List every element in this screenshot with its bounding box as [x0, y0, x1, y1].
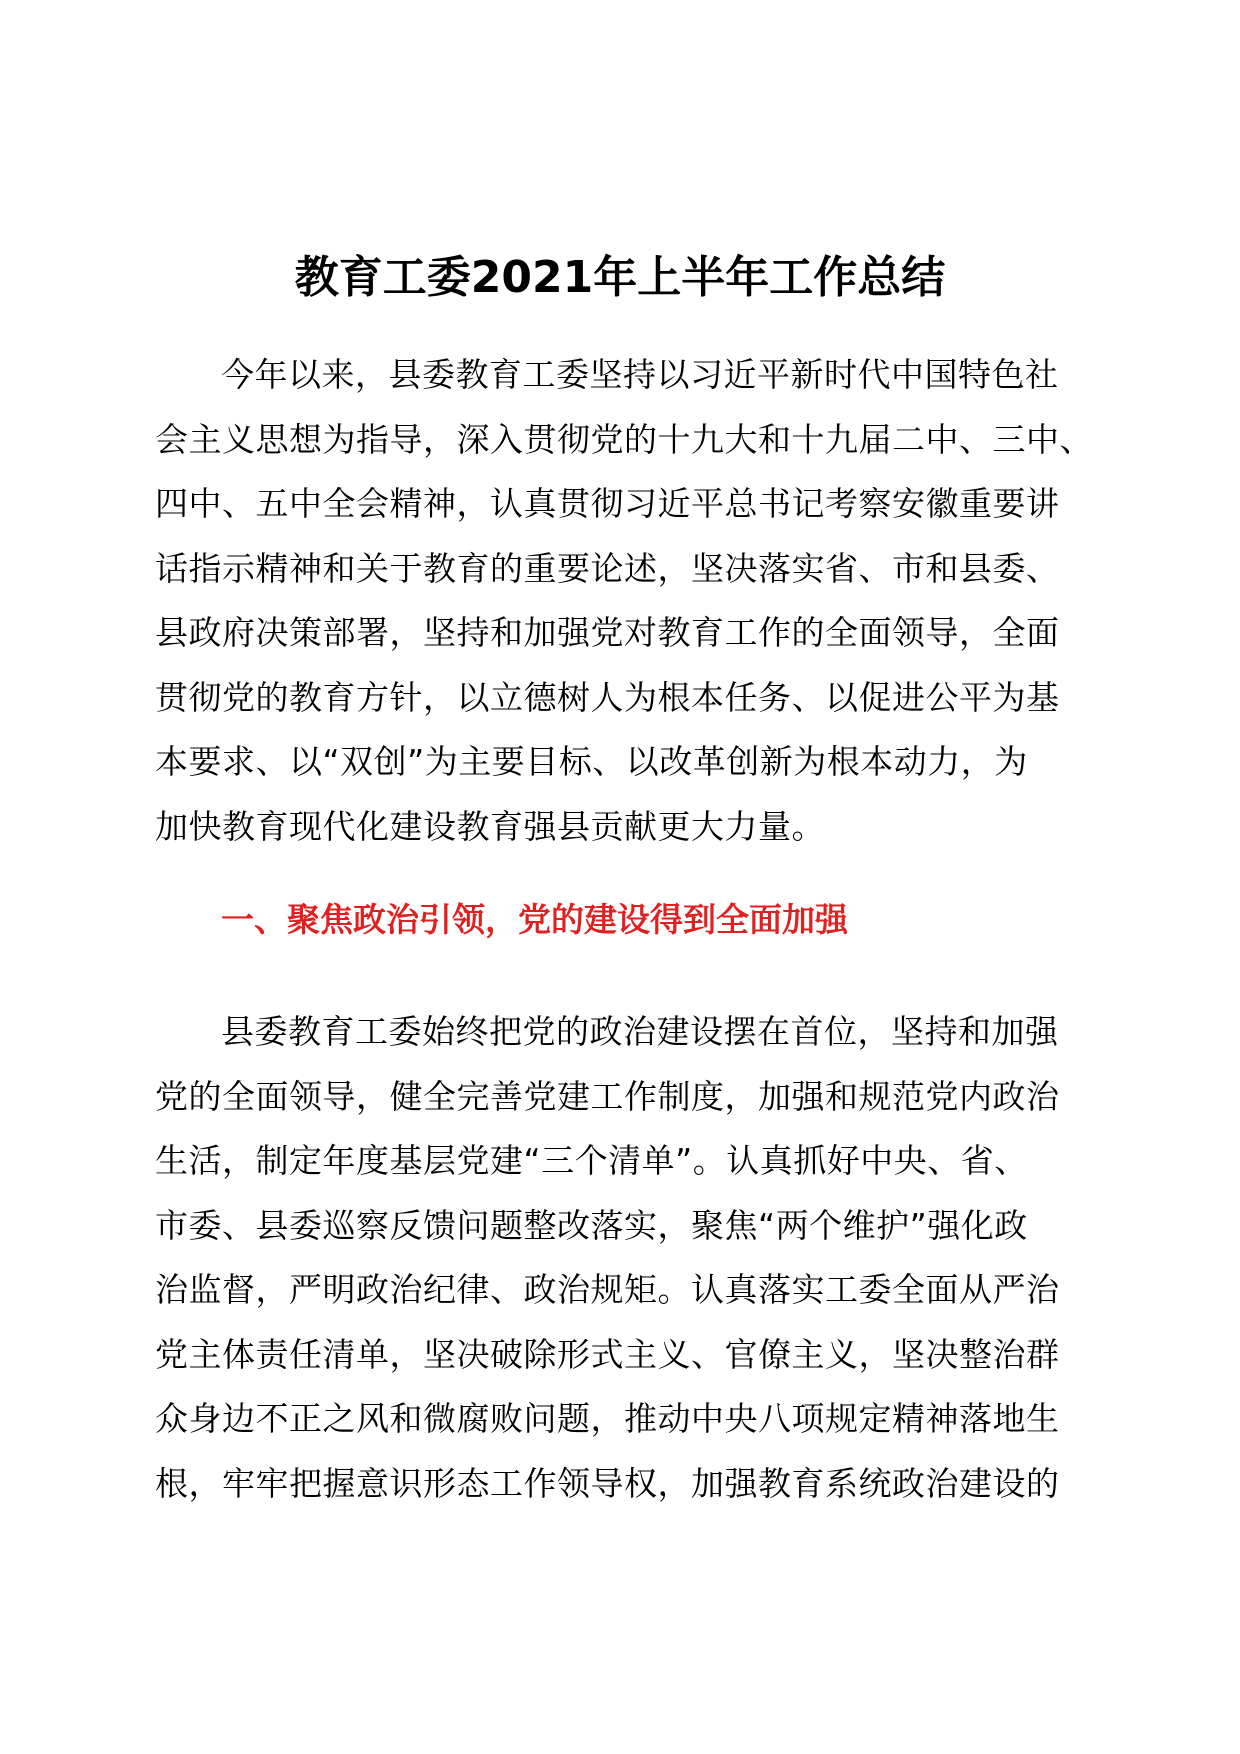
paragraph-party-building: [155, 1000, 1085, 1516]
paragraph-line: 县委教育工委始终把党的政治建设摆在首位，坚持和加强: [221, 1012, 1059, 1051]
paragraph-line: 党主体责任清单，坚决破除形式主义、官僚主义，坚决整治群: [155, 1334, 1060, 1374]
paragraph-line: 县政府决策部署，坚持和加强党对教育工作的全面领导，全面: [155, 613, 1060, 652]
section-heading: 一、聚焦政治引领，党的建设得到全面加强: [221, 900, 848, 939]
paragraph-line: 生活，制定年度基层党建“三个清单”。认真抓好中央、省、: [155, 1141, 1028, 1180]
paragraph-line: 今年以来，县委教育工委坚持以习近平新时代中国特色社: [221, 355, 1059, 394]
paragraph-line: 市委、县委巡察反馈问题整改落实，聚焦“两个维护”强化政: [155, 1205, 1028, 1245]
paragraph-line: 话指示精神和关于教育的重要论述，坚决落实省、市和县委、: [155, 548, 1060, 588]
paragraph-line: 加快教育现代化建设教育强县贡献更大力量。: [155, 806, 825, 846]
paragraph-line: 四中、五中全会精神，认真贯彻习近平总书记考察安徽重要讲: [155, 484, 1060, 523]
paragraph-line: 会主义思想为指导，深入贯彻党的十九大和十九届二中、三中、: [155, 419, 1093, 459]
paragraph-line: 贯彻党的教育方针，以立德树人为根本任务、以促进公平为基: [155, 677, 1060, 717]
paragraph-line: 根，牢牢把握意识形态工作领导权，加强教育系统政治建设的: [155, 1463, 1060, 1503]
document-title: 教育工委2021年上半年工作总结: [294, 252, 946, 303]
paragraph-line: 本要求、以“双创”为主要目标、以改革创新为根本动力，为: [155, 742, 1028, 781]
paragraph-line: 党的全面领导，健全完善党建工作制度，加强和规范党内政治: [155, 1076, 1060, 1116]
paragraph-line: 众身边不正之风和微腐败问题，推动中央八项规定精神落地生: [155, 1399, 1060, 1438]
paragraph-line: 治监督，严明政治纪律、政治规矩。认真落实工委全面从严治: [155, 1270, 1060, 1309]
paragraph-intro: [155, 343, 1093, 859]
